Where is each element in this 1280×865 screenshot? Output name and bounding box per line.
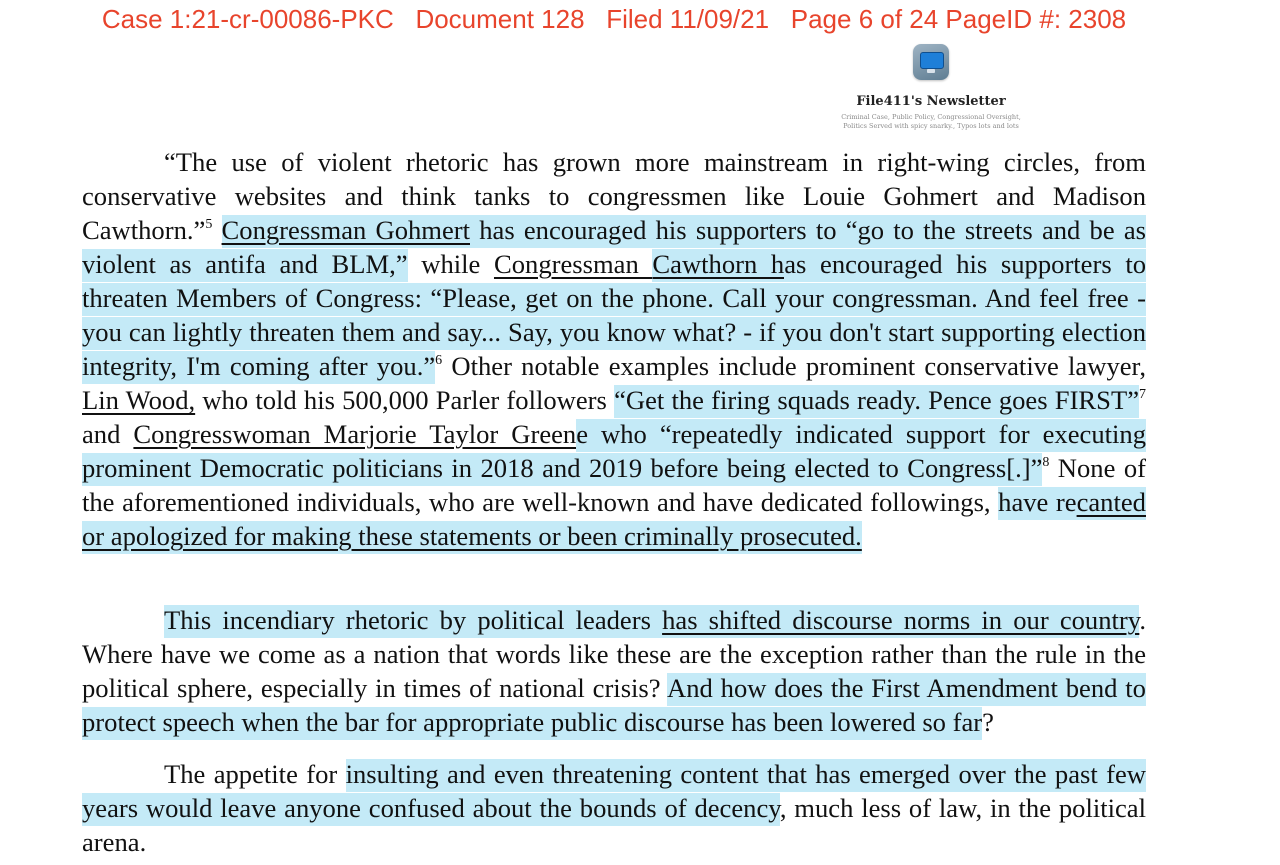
text-run: Other notable examples include prominent conservative lawyer, <box>442 351 1146 381</box>
text-run: Where have we come as a nation that words like these are the exception rather than the rule in the political sphere, especially in times of national crisis? <box>82 639 1146 703</box>
text-run: while <box>407 249 494 279</box>
newsletter-tagline-line-1: Criminal Case, Public Policy, Congressional Oversight, <box>841 113 1021 121</box>
footnote-ref-8[interactable]: 8 <box>1042 455 1050 470</box>
text-run: None of the aforementioned individuals, who are well-known and have dedicated followings, <box>82 453 1146 517</box>
highlight-first-amendment: And how does the First Amendment bend to protect speech when the bar for appropriate public discourse has been lowered so far <box>82 673 1146 740</box>
footnote-ref-7[interactable]: 7 <box>1139 387 1146 402</box>
highlight-underline-gohmert: Congressman Gohmert <box>222 215 471 248</box>
highlight-cawthorn-quote: as encouraged his supporters to threaten Members of Congress: “Please, get on the phone. Call your congressman. And feel free - you can lightly threaten them and say... Say, you know what? - if you don't start supporting election integrity, I'm coming after you.” <box>82 249 1146 384</box>
text-run: The appetite for <box>164 759 346 789</box>
text-run: who told his 500,000 Parler followers <box>195 385 615 415</box>
highlight-underline-discourse-norms: has shifted discourse norms in our country <box>662 605 1139 638</box>
highlight-gohmert-quote: has encouraged his supporters to “go to the streets and be as violent as antifa and BLM,” <box>82 215 1146 282</box>
computer-monitor-icon[interactable] <box>913 44 949 80</box>
highlight-have-recanted: have re <box>998 487 1076 520</box>
footnote-ref-5[interactable]: 5 <box>205 217 213 232</box>
highlight-firing-squads-quote: “Get the firing squads ready. Pence goes FIRST” <box>614 385 1139 418</box>
newsletter-badge[interactable] <box>833 44 1029 131</box>
text-run: , much less of law, in the political arena. <box>82 793 1146 857</box>
newsletter-title[interactable]: File411's Newsletter <box>856 94 1006 109</box>
text-run: and <box>82 419 134 449</box>
underline-lin-wood: Lin Wood, <box>82 385 196 415</box>
paragraph-incendiary-rhetoric <box>82 603 1146 739</box>
text-run: . <box>1139 605 1146 635</box>
highlight-underline-recanted: canted or apologized for making these statements or been criminally prosecuted. <box>82 487 1146 554</box>
highlight-underline-cawthorn: Cawthorn h <box>652 249 784 282</box>
monitor-screen <box>920 52 944 69</box>
monitor-stand <box>927 69 935 73</box>
court-filing-header: Case 1:21-cr-00086-PKC Document 128 Filed 11/09/21 Page 6 of 24 PageID #: 2308 <box>101 4 1127 34</box>
highlight-incendiary: This incendiary rhetoric by political leaders <box>164 605 662 638</box>
highlight-insulting-content: insulting and even threatening content that has emerged over the past few years would leave anyone confused about the bounds of decency <box>82 759 1146 826</box>
paragraph-appetite <box>82 757 1146 859</box>
underline-congressman: Congressman <box>493 249 653 279</box>
text-run: ? <box>982 707 994 737</box>
newsletter-tagline <box>833 113 1029 131</box>
underline-marjorie-taylor-greene: Congresswoman Marjorie Taylor Green <box>133 419 577 449</box>
text-run: “The use of violent rhetoric has grown more mainstream in right-wing circles, from conservative websites and think tanks to congressmen like Louie Gohmert and Madison Cawthorn.” <box>82 147 1146 245</box>
highlight-greene-quote: e who “repeatedly indicated support for executing prominent Democratic politicians in 2018 and 2019 before being elected to Congress[.]” <box>82 419 1146 486</box>
newsletter-tagline-line-2: Politics Served with spicy snarky., Typos lots and lots <box>843 122 1019 130</box>
paragraph-violent-rhetoric <box>82 145 1146 553</box>
footnote-ref-6[interactable]: 6 <box>435 353 443 368</box>
